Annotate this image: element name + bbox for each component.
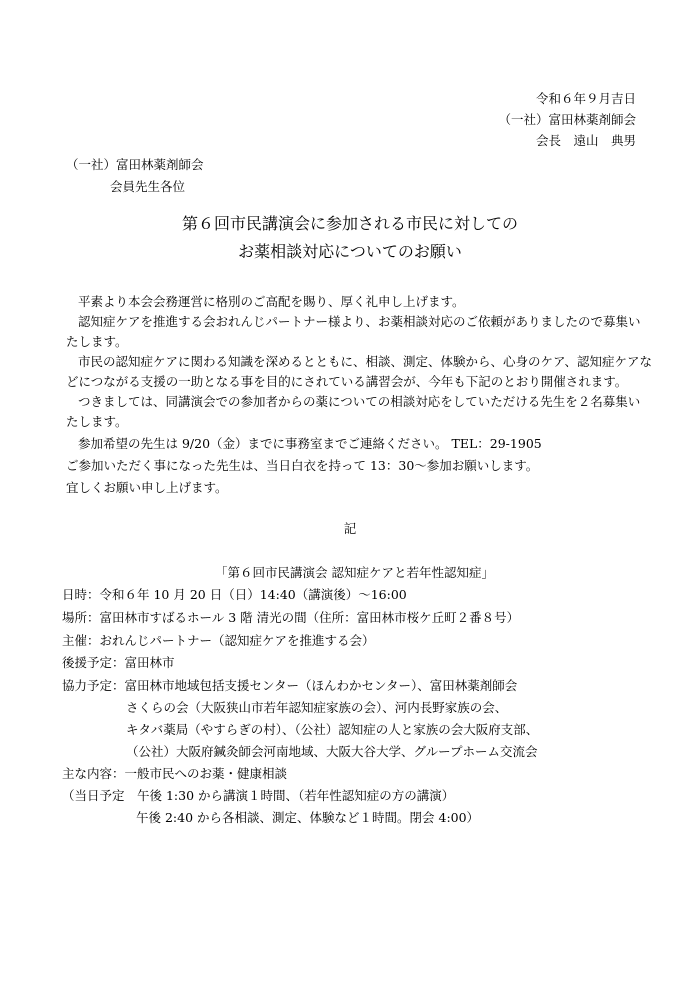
event-content: 主な内容：一般市民へのお薬・健康相談 — [62, 766, 288, 781]
event-cooperation-cont: さくらの会（大阪狭山市若年認知症家族の会）、河内長野家族の会、 — [126, 700, 508, 715]
issue-date: 令和６年９月吉日 — [535, 91, 636, 106]
event-datetime: 日時：令和６年 10 月 20 日（日）14:40（講演後）～16:00 — [62, 587, 407, 602]
body-line: 市民の認知症ケアに関わる知識を深めるとともに、相談、測定、体験から、心身のケア、認知症ケアな — [78, 354, 653, 369]
event-title: 「第６回市民講演会 認知症ケアと若年性認知症」 — [215, 565, 494, 580]
body-line: 平素より本会会務運営に格別のご高配を賜り、厚く礼申し上げます。 — [78, 294, 465, 309]
event-schedule: （当日予定 午後 1:30 から講演１時間、（若年性認知症の方の講演） — [62, 788, 455, 803]
body-line: ご参加いただく事になった先生は、当日白衣を持って 13：30～参加お願いします。 — [66, 458, 539, 473]
recipient-organization: （一社）富田林薬剤師会 — [66, 157, 204, 172]
event-cooperation-cont: キタバ薬局（やすらぎの村）、（公社）認知症の人と家族の会大阪府支部、 — [126, 722, 539, 737]
body-line: たします。 — [66, 414, 128, 429]
notice-heading: 記 — [343, 521, 357, 536]
body-line: 認知症ケアを推進する会おれんじパートナー様より、お薬相談対応のご依頼がありましたので募集い — [78, 314, 641, 329]
closing-line: 宜しくお願い申し上げます。 — [66, 480, 228, 495]
event-schedule-cont: 午後 2:40 から各相談、測定、体験など１時間。閉会 4:00） — [136, 810, 480, 825]
sender-organization: （一社）富田林薬剤師会 — [498, 112, 636, 127]
document-title-line-1: 第６回市民講演会に参加される市民に対しての — [181, 214, 518, 233]
event-cooperation-cont: （公社）大阪府鍼灸師会河南地域、大阪大谷大学、グループホーム交流会 — [126, 744, 538, 759]
body-line: どにつながる支援の一助となる事を目的にされている講習会が、今年も下記のとおり開催されます。 — [66, 374, 628, 389]
body-line: つきましては、同講演会での参加者からの薬についての相談対応をしていただける先生を２名募集い — [78, 394, 641, 409]
contact-line: 参加希望の先生は 9/20（金）までに事務室までご連絡ください。 TEL：29-1905 — [78, 436, 542, 451]
event-sponsor: 後援予定：富田林市 — [62, 655, 175, 670]
event-venue: 場所：富田林市すばるホール 3 階 清光の間（住所：富田林市桜ケ丘町２番８号） — [62, 610, 520, 625]
event-organizer: 主催：おれんじパートナー（認知症ケアを推進する会） — [62, 633, 375, 648]
recipient-members: 会員先生各位 — [110, 179, 186, 194]
event-cooperation: 協力予定：富田林市地域包括支援センター（ほんわかセンター）、富田林薬剤師会 — [62, 678, 518, 693]
document-title-line-2: お薬相談対応についてのお願い — [238, 242, 462, 261]
sender-name: 会長 遠山 典男 — [535, 133, 636, 148]
body-line: たします。 — [66, 334, 128, 349]
